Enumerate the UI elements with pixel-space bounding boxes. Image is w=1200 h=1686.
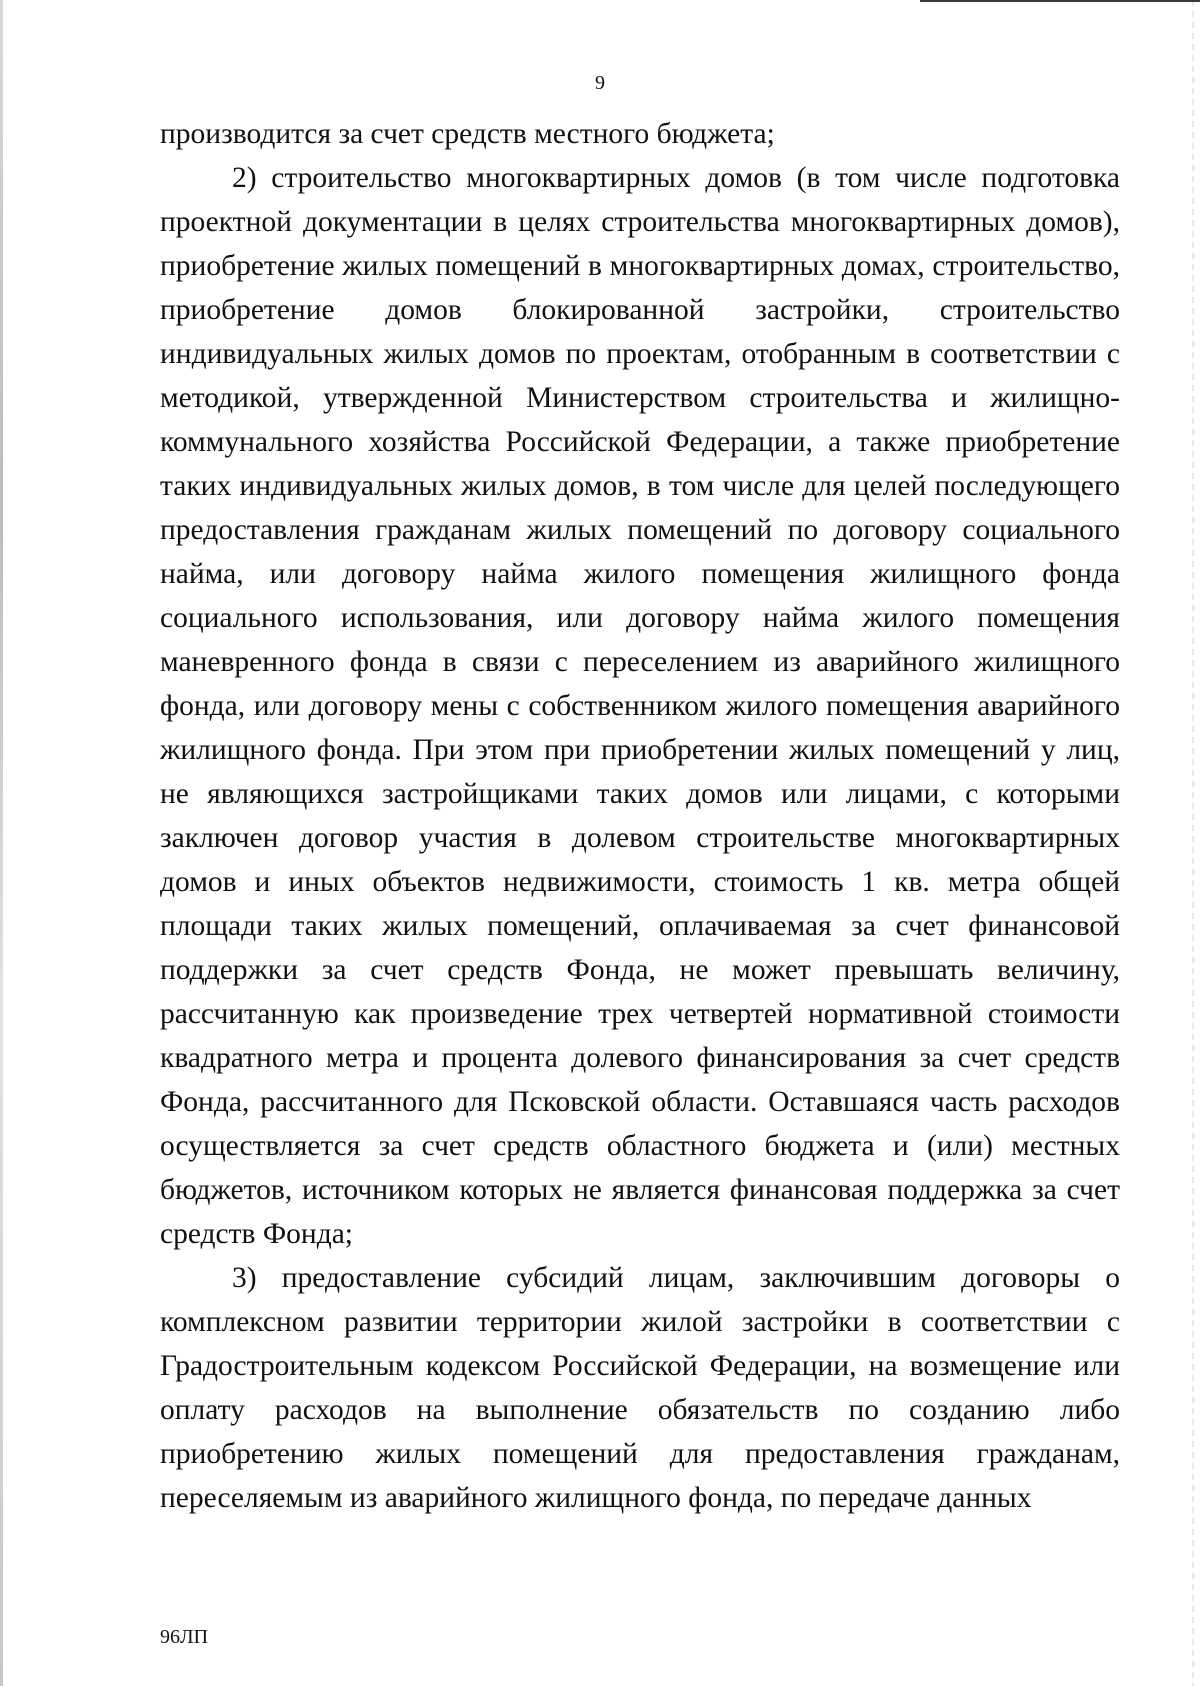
scan-top-line	[920, 0, 1200, 2]
document-body	[160, 112, 1120, 1520]
page-number: 9	[595, 72, 605, 94]
paragraph-continuation: производится за счет средств местного бюджета;	[160, 118, 775, 150]
document-code: 96ЛП	[160, 1626, 209, 1648]
paragraph-item-2: 2) строительство многоквартирных домов (в том числе подготовка проектной документации в целях строительства многоквартирных домов), приобретение жилых помещений в многоквартирных домах, строительство, приобретение домов блокированной застройки, строительство индивидуальных жилых домов по проектам, отобранным в соответствии с методикой, утвержденной Министерством строительства и жилищно-коммунального хозяйства Российской Федерации, а также приобретение таких индивидуальных жилых домов, в том числе для целей последующего предоставления гражданам жилых помещений по договору социального найма, или договору найма жилого помещения жилищного фонда социального использования, или договору найма жилого помещения маневренного фонда в связи с переселением из аварийного жилищного фонда, или договору мены с собственником жилого помещения аварийного жилищного фонда. При этом при приобретении жилых помещений у лиц, не являющихся застройщиками таких домов или лицами, с которыми заключен договор участия в долевом строительстве многоквартирных домов и иных объектов недвижимости, стоимость 1 кв. метра общей площади таких жилых помещений, оплачиваемая за счет финансовой поддержки за счет средств Фонда, не может превышать величину, рассчитанную как произведение трех четвертей нормативной стоимости квадратного метра и процента долевого финансирования за счет средств Фонда, рассчитанного для Псковской области. Оставшаяся часть расходов осуществляется за счет средств областного бюджета и (или) местных бюджетов, источником которых не является финансовая поддержка за счет средств Фонда;	[160, 162, 1120, 1250]
scan-edge-left	[0, 0, 3, 1686]
scan-edge-right	[1192, 0, 1194, 1686]
paragraph-item-3: 3) предоставление субсидий лицам, заключившим договоры о комплексном развитии территории жилой застройки в соответствии с Градостроительным кодексом Российской Федерации, на возмещение или оплату расходов на выполнение обязательств по созданию либо приобретению жилых помещений для предоставления гражданам, переселяемым из аварийного жилищного фонда, по передаче данных	[160, 1262, 1120, 1514]
